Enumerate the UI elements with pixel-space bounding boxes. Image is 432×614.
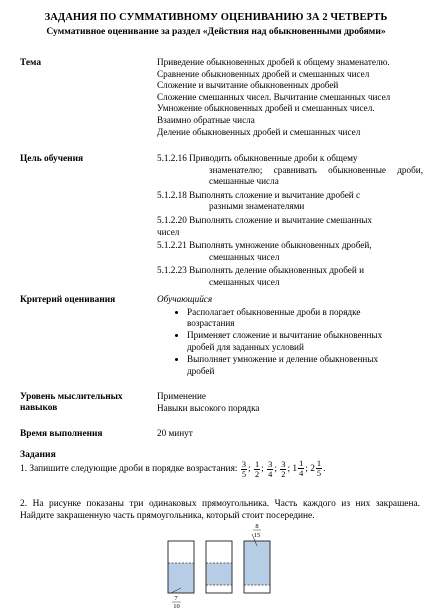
separator: ;	[287, 464, 291, 475]
tasks-heading: Задания	[20, 449, 56, 460]
denominator: 5	[241, 469, 247, 479]
goal-rest: разными знаменателями	[209, 201, 305, 212]
right-rectangle	[244, 523, 270, 593]
time-label: Время выполнения	[20, 429, 103, 439]
goal-first: 5.1.2.21 Выполнять умножение обыкновенных дробей,	[157, 240, 372, 251]
numerator: 1	[316, 459, 322, 469]
left-label-denominator: 10	[173, 603, 180, 610]
level-label-line: Уровень мыслительных	[20, 392, 123, 402]
right-label-numerator: 8	[255, 523, 259, 530]
goal-rest: смешанных чисел	[209, 251, 280, 262]
left-label-numerator: 7	[174, 595, 178, 602]
middle-rectangle	[206, 541, 232, 593]
whole-part: 1	[292, 464, 298, 474]
criteria-label: Критерий оценивания	[20, 295, 116, 305]
period: .	[323, 464, 326, 475]
goals-label: Цель обучения	[20, 154, 84, 164]
middle-shaded-region	[206, 563, 232, 585]
page-title: ЗАДАНИЯ ПО СУММАТИВНОМУ ОЦЕНИВАНИЮ ЗА 2 ЧЕТВЕРТЬ	[44, 12, 388, 23]
time-value: 20 минут	[157, 428, 193, 438]
topic-line: Сложение смешанных чисел. Вычитание смешанных чисел	[157, 91, 391, 102]
topic-line: Взаимно обратные числа	[157, 114, 255, 125]
right-label-denominator: 15	[253, 532, 261, 539]
topic-label: Тема	[20, 58, 42, 68]
right-shaded-region	[244, 541, 270, 585]
criteria-item: • Располагает обыкновенные дроби в порядке возрастания	[187, 307, 392, 330]
left-shaded-region	[168, 563, 194, 593]
topic-line: Приведение обыкновенных дробей к общему знаменателю.	[157, 57, 390, 67]
topic-line: Сложение и вычитание обыкновенных дробей	[157, 80, 339, 91]
level-line: Навыки высокого порядка	[157, 402, 260, 413]
goal-first: 5.1.2.20 Выполнять сложение и вычитание смешанных	[157, 214, 373, 225]
criteria-item: • Выполняет умножение и деление обыкновенных дробей	[187, 354, 392, 377]
denominator: 2	[281, 469, 286, 479]
numerator: 1	[254, 459, 260, 469]
topic-line: Деление обыкновенных дробей и смешанных чисел	[157, 126, 361, 137]
denominator: 4	[299, 469, 304, 479]
goal-first: 5.1.2.23 Выполнять деление обыкновенных дробей и	[157, 265, 364, 276]
separator: ;	[274, 464, 277, 475]
whole-part: 2	[310, 464, 315, 474]
question-1-text: 1. Запишите следующие дроби в порядке возрастания:	[20, 464, 238, 475]
separator: ;	[248, 464, 251, 475]
topic-line: Умножение обыкновенных дробей и смешанных чисел.	[157, 103, 375, 114]
goal-first: 5.1.2.16 Приводить обыкновенные дроби к общему	[157, 153, 358, 163]
separator: ;	[305, 464, 308, 475]
left-rectangle	[168, 541, 194, 610]
criteria-lead: Обучающийся	[157, 294, 213, 304]
denominator: 2	[254, 469, 260, 479]
denominator: 5	[316, 469, 322, 479]
goal-rest: чисел	[157, 226, 180, 237]
criteria-item: • Применяет сложение и вычитание обыкновенных дробей для заданных условий	[187, 330, 397, 353]
numerator: 1	[299, 459, 304, 469]
level-label-line: навыков	[20, 403, 58, 413]
numerator: 3	[281, 459, 286, 469]
question-2-text: 2. На рисунке показаны три одинаковых прямоугольника. Часть каждого из них закрашена. Найдите закрашенную часть прямоугольника, который стоит посередине.	[20, 499, 420, 521]
goal-rest: знаменателю; сравнивать обыкновенные дроби, смешанные числа	[209, 164, 423, 187]
page-subtitle: Суммативное оценивание за раздел «Действия над обыкновенными дробями»	[46, 26, 386, 37]
numerator: 3	[241, 459, 247, 469]
denominator: 4	[268, 469, 273, 479]
goal-first: 5.1.2.18 Выполнять сложение и вычитание дробей с	[157, 189, 361, 200]
goal-rest: смешанных чисел	[209, 276, 280, 287]
numerator: 3	[268, 459, 273, 469]
separator: ;	[261, 464, 264, 475]
level-line: Применение	[157, 391, 206, 401]
topic-line: Сравнение обыкновенных дробей и смешанных чисел	[157, 68, 370, 79]
